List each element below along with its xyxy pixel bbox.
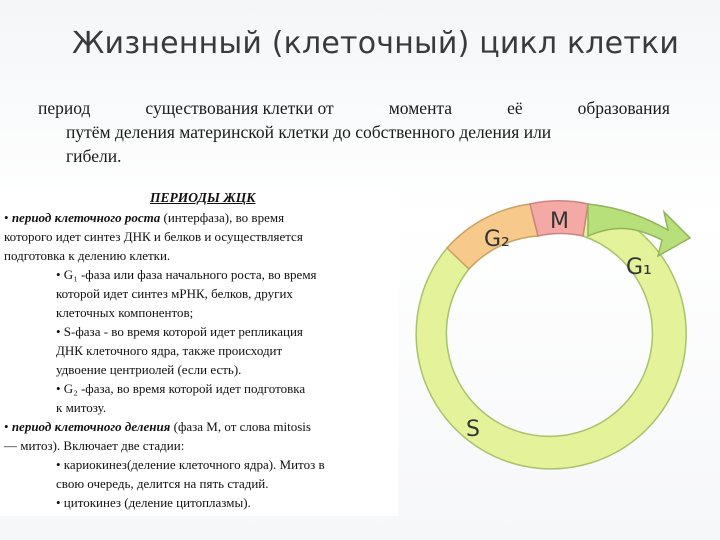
slide-title: Жизненный (клеточный) цикл клетки <box>72 26 680 61</box>
card-line: которого идет синтез ДНК и белков и осуществляется <box>4 229 303 244</box>
g1-line: которой идет синтез мРНК, белков, других <box>56 286 293 301</box>
cell-cycle-svg <box>400 178 720 540</box>
g2-line: • G₂ -фаза, во время которой идет подготовка <box>56 381 306 396</box>
s-line: ДНК клеточного ядра, также происходит <box>56 343 283 358</box>
g1-label: G₁ <box>626 255 652 280</box>
definition-text <box>38 96 670 168</box>
stage-line: свою очередь, делится на пять стадий. <box>56 476 269 491</box>
division-line: • период клеточного деления (фаза М, от слова mitosis <box>4 419 311 434</box>
g1-line: • G₁ -фаза или фаза начального роста, во время <box>56 267 317 282</box>
s-line: удвоение центриолей (если есть). <box>56 362 242 377</box>
stage-line: • кариокинез(деление клеточного ядра). Митоз в <box>56 457 325 472</box>
division-title: период клеточного деления <box>11 419 171 434</box>
definition-word: период <box>38 98 91 118</box>
g1-line: клеточных компонентов; <box>56 305 194 320</box>
interphase-rest: (интерфаза), во время <box>160 210 285 225</box>
definition-word: момента <box>388 98 453 118</box>
division-rest: (фаза М, от слова mitosis <box>170 419 311 434</box>
definition-word: её <box>507 98 523 118</box>
definition-line-2: путём деления материнской клетки до собственного деления или <box>66 122 552 142</box>
interphase-line: • период клеточного роста (интерфаза), во время <box>4 210 285 225</box>
m-label: M <box>550 209 569 234</box>
definition-word: существования клетки от <box>145 98 334 118</box>
g2-line: к митозу. <box>56 400 107 415</box>
card-body <box>4 208 398 512</box>
g2-label: G₂ <box>484 227 510 252</box>
cell-cycle-diagram <box>400 178 720 540</box>
definition-line-3: гибели. <box>66 146 122 166</box>
division-line: — митоз). Включает две стадии: <box>4 438 185 453</box>
card-title: ПЕРИОДЫ ЖЦК <box>150 190 256 205</box>
stage-line: • цитокинез (деление цитоплазмы). <box>56 495 251 510</box>
s-label: S <box>466 417 480 442</box>
definition-line-1 <box>38 96 670 120</box>
interphase-title: период клеточного роста <box>11 210 161 225</box>
definition-word: образования <box>577 98 670 118</box>
card-line: подготовка к делению клетки. <box>4 248 171 263</box>
periods-card <box>0 186 398 516</box>
s-line: • S-фаза - во время которой идет репликация <box>56 324 303 339</box>
